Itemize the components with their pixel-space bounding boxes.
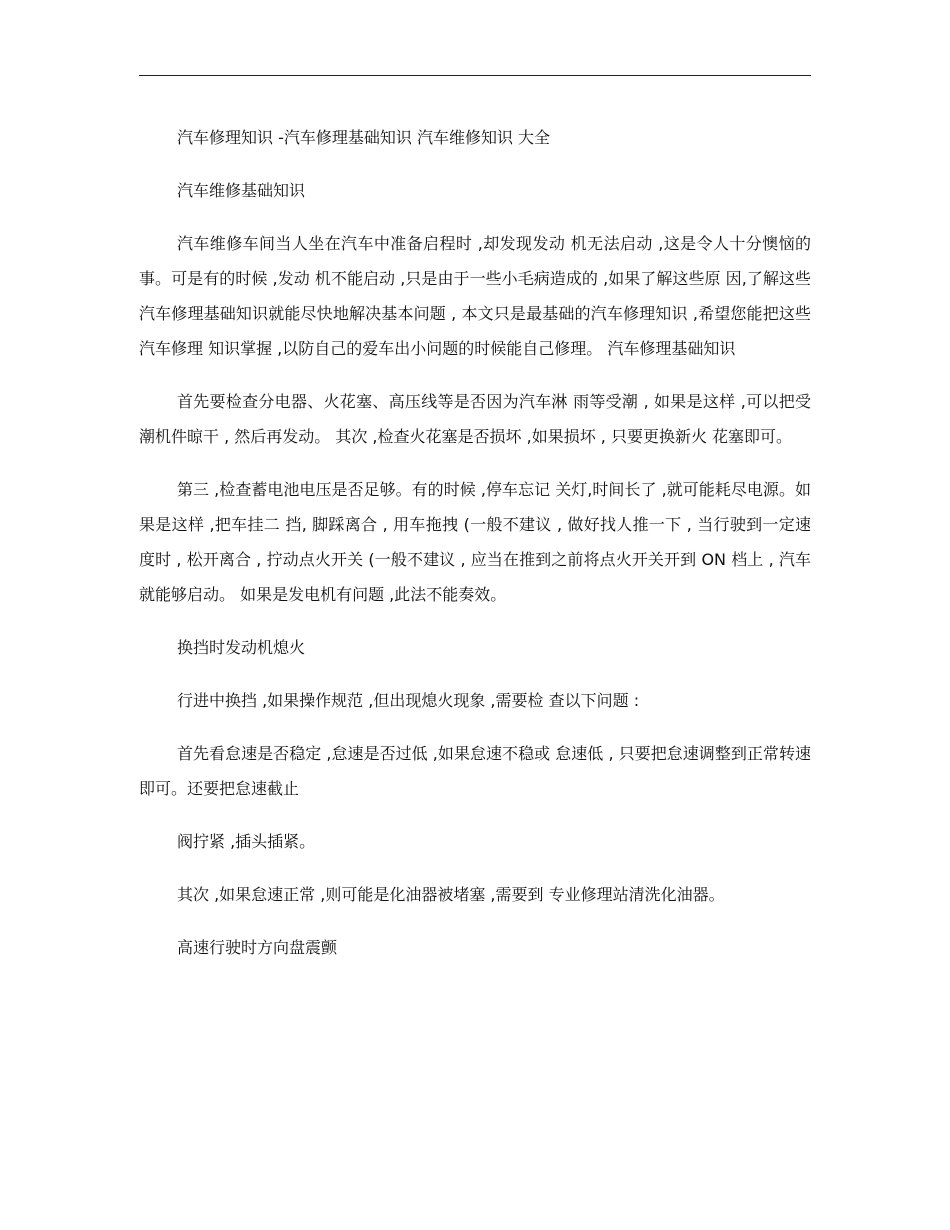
section-heading: 汽车维修基础知识 (177, 181, 306, 200)
paragraph: 汽车维修车间当人坐在汽车中准备启程时 ,却发现发动 机无法启动 ,这是令人十分懊恼的事。可是有的时候 ,发动 机不能启动 ,只是由于一些小毛病造成的 ,如果了解这些原 因,了解这些汽车修理基础知识就能尽快地解决基本问题 , 本文只是最基础的汽车修理知识 ,希望您能把这些汽车修理 知识掌握 ,以防自己的爱车出小问题的时候能自己修理。 汽车修理基础知识 (139, 234, 811, 358)
document-body (139, 120, 811, 983)
paragraph: 行进中换挡 ,如果操作规范 ,但出现熄火现象 ,需要检 查以下问题 : (177, 691, 640, 710)
paragraph: 第三 ,检查蓄电池电压是否足够。有的时候 ,停车忘记 关灯,时间长了 ,就可能耗尽电源。如果是这样 ,把车挂二 挡, 脚踩离合 , 用车拖拽 (一般不建议 , 做好找人推一下 , 当行驶到一定速度时 , 松开离合 , 拧动点火开关 (一般不建议 , 应当在推到之前将点火开关开到 ON 档上 , 汽车就能够启动。 如果是发电机有问题 ,此法不能奏效。 (139, 480, 811, 604)
paragraph: 首先看怠速是否稳定 ,怠速是否过低 ,如果怠速不稳或 怠速低 , 只要把怠速调整到正常转速即可。还要把怠速截止 (139, 744, 811, 798)
paragraph: 其次 ,如果怠速正常 ,则可能是化油器被堵塞 ,需要到 专业修理站清洗化油器。 (177, 885, 725, 904)
paragraph: 首先要检查分电器、火花塞、高压线等是否因为汽车淋 雨等受潮 , 如果是这样 ,可以把受潮机件晾干 , 然后再发动。 其次 ,检查火花塞是否损坏 ,如果损坏 , 只要更换新火 花塞即可。 (139, 392, 811, 446)
paragraph: 阀拧紧 ,插头插紧。 (177, 832, 316, 851)
section-heading: 换挡时发动机熄火 (177, 638, 306, 657)
header-rule (139, 75, 811, 76)
document-title: 汽车修理知识 -汽车修理基础知识 汽车维修知识 大全 (177, 128, 551, 147)
section-heading: 高速行驶时方向盘震颤 (177, 938, 338, 957)
